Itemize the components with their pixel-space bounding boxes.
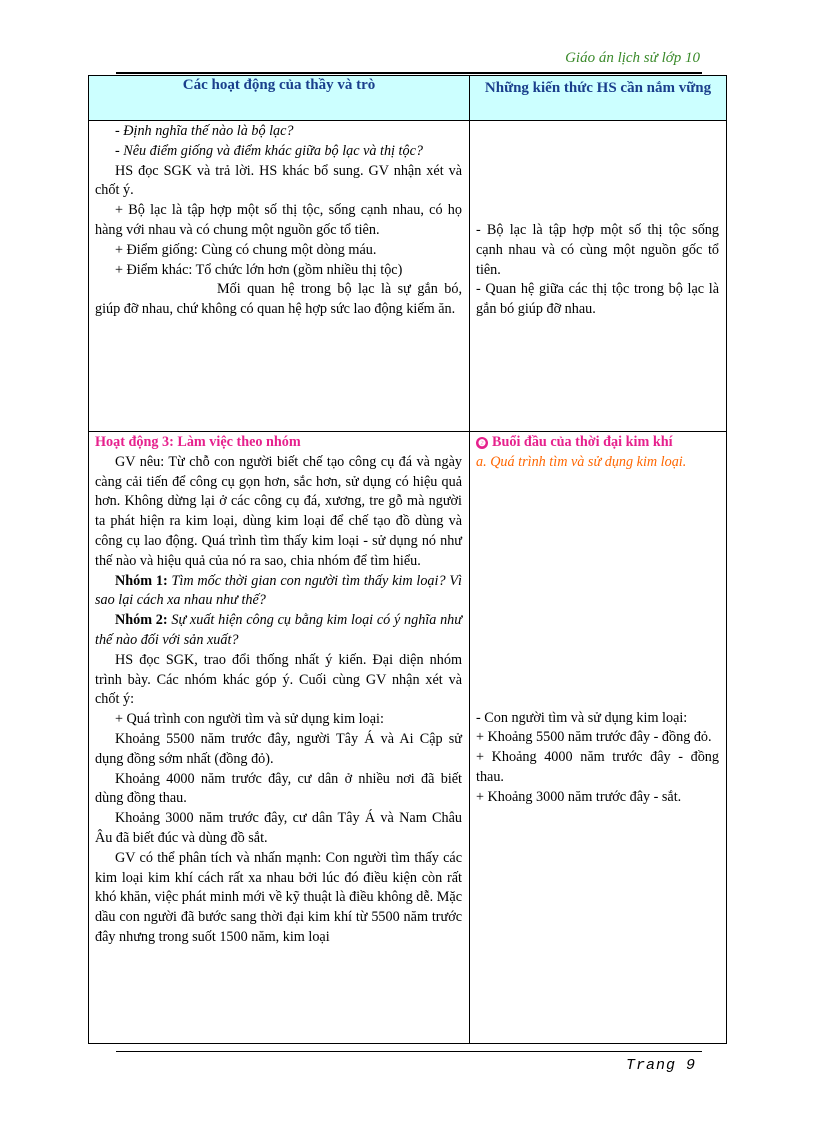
row2-left-cell <box>89 432 470 1044</box>
table-row <box>89 432 727 1044</box>
document-header-title: Giáo án lịch sử lớp 10 <box>565 50 700 66</box>
paragraph: Khoảng 4000 năm trước đây, cư dân ở nhiều nơi đã biết dùng đồng thau. <box>95 770 462 807</box>
paragraph: + Bộ lạc là tập hợp một số thị tộc, sống cạnh nhau, có họ hàng với nhau và có chung một nguồn gốc tổ tiên. <box>95 202 462 238</box>
paragraph: Mối quan hệ trong bộ lạc là sự gắn bó, giúp đỡ nhau, chứ không có quan hệ hợp sức lao động kiếm ăn. <box>95 281 462 318</box>
section-title <box>476 433 719 453</box>
paragraph: HS đọc SGK và trả lời. HS khác bổ sung. GV nhận xét và chốt ý. <box>95 162 462 199</box>
paragraph: GV có thể phân tích và nhấn mạnh: Con người tìm thấy các kim loại kim khí cách rất xa nhau bởi lúc đó điều kiện còn rất khó khăn, việc phát minh mới về kỹ thuật là điều không dễ. Mặc dầu con người đã bước sang thời đại kim khí từ 5500 năm trước đây nhưng trong suốt 1500 năm, kim loại <box>95 849 462 945</box>
paragraph: GV nêu: Từ chỗ con người biết chế tạo công cụ đá và ngày càng cải tiến để công cụ gọn hơn, sắc hơn, sử dụng có hiệu quả hơn. Không dừng lại ở các công cụ đá, xương, tre gỗ mà người ta phát hiện ra kim loại, dùng kim loại để chế tạo đồ dùng và công cụ lao động. Quá trình tìm thấy kim loại - sử dụng nó như thế nào và hiệu quả của nó ra sao, chia nhóm để tìm hiểu. <box>95 453 462 569</box>
page-number: Trang 9 <box>625 1057 696 1074</box>
knowledge-point: - Quan hệ giữa các thị tộc trong bộ lạc là gắn bó giúp đỡ nhau. <box>476 281 719 318</box>
question-line: - Định nghĩa thế nào là bộ lạc? <box>115 123 294 139</box>
paragraph: + Điểm giống: Cùng có chung một dòng máu. <box>115 241 377 258</box>
group-label: Nhóm 2: <box>115 612 168 629</box>
knowledge-point: - Con người tìm và sử dụng kim loại: <box>476 709 688 726</box>
group-task <box>95 611 462 651</box>
paragraph: Khoảng 3000 năm trước đây, cư dân Tây Á và Nam Châu Âu đã biết đúc và dùng đồ sắt. <box>95 810 462 846</box>
group-task-text: Sự xuất hiện công cụ bằng kim loại có ý nghĩa như thế nào đối với sản xuất? <box>95 612 463 648</box>
column-header-knowledge: Những kiến thức HS cần nắm vững <box>470 76 727 121</box>
knowledge-point: + Khoảng 5500 năm trước đây - đồng đỏ. <box>476 729 712 746</box>
activity-title: Hoạt động 3: Làm việc theo nhóm <box>95 434 301 450</box>
column-header-activities: Các hoạt động của thầy và trò <box>89 76 470 121</box>
knowledge-point: - Bộ lạc là tập hợp một số thị tộc sống cạnh nhau và có cùng một nguồn gốc tổ tiên. <box>476 222 719 278</box>
paragraph: HS đọc SGK, trao đổi thống nhất ý kiến. Đại diện nhóm trình bày. Các nhóm khác góp ý. Cuối cùng GV nhận xét và chốt ý: <box>95 651 462 708</box>
row1-right-cell <box>470 121 727 432</box>
footer-rule <box>116 1051 702 1052</box>
table-header-row <box>89 76 727 121</box>
group-task-text: Tìm mốc thời gian con người tìm thấy kim loại? Vì sao lại cách xa nhau như thế? <box>95 572 462 609</box>
table-row <box>89 121 727 432</box>
knowledge-point: + Khoảng 3000 năm trước đây - sắt. <box>476 788 682 805</box>
row2-right-cell <box>470 432 727 1044</box>
numbered-bullet-icon: ❷ <box>477 438 487 448</box>
knowledge-point: + Khoảng 4000 năm trước đây - đồng thau. <box>476 749 719 785</box>
paragraph: + Điểm khác: Tổ chức lớn hơn (gồm nhiều thị tộc) <box>115 261 403 278</box>
question-line: - Nêu điểm giống và điểm khác giữa bộ lạc và thị tộc? <box>115 142 423 159</box>
header-rule <box>116 72 702 74</box>
section-title-text: Buổi đầu của thời đại kim khí <box>492 434 673 450</box>
paragraph: + Quá trình con người tìm và sử dụng kim loại: <box>115 711 384 728</box>
lesson-table <box>88 75 727 1044</box>
row1-left-cell <box>89 121 470 432</box>
group-task <box>95 572 462 612</box>
subsection-title: a. Quá trình tìm và sử dụng kim loại. <box>476 453 687 470</box>
paragraph: Khoảng 5500 năm trước đây, người Tây Á và Ai Cập sử dụng đồng sớm nhất (đồng đỏ). <box>95 730 462 767</box>
group-label: Nhóm 1: <box>115 572 168 589</box>
